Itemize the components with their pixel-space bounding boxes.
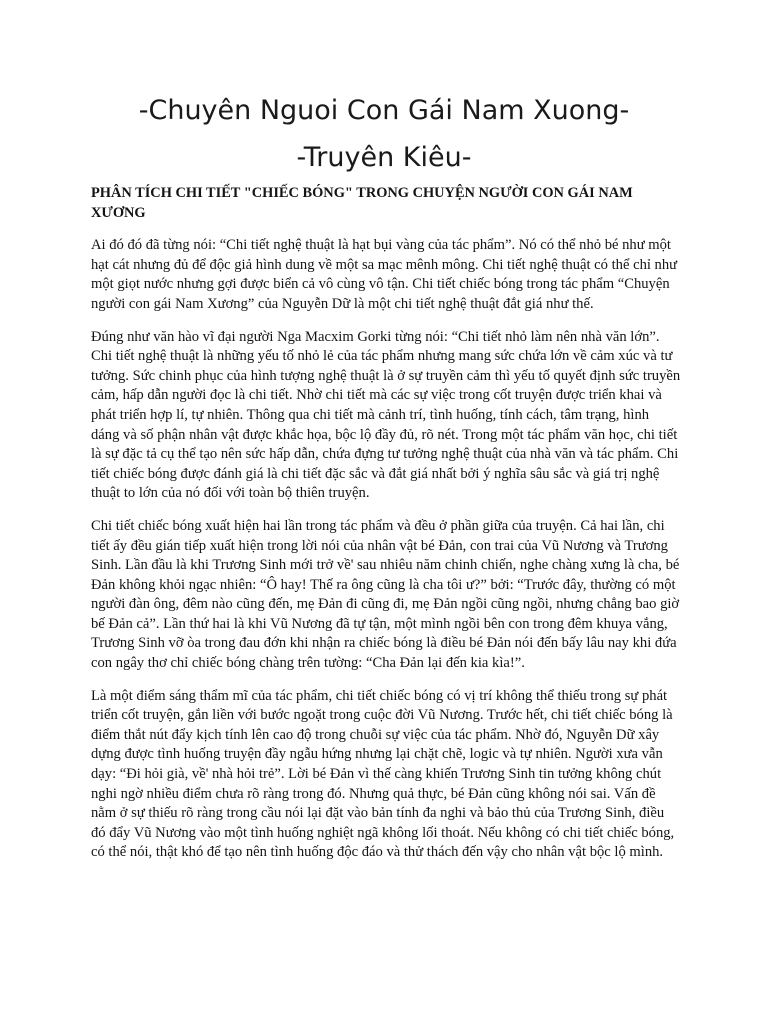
document-body — [91, 184, 681, 876]
document-title: -Chuyên Nguoi Con Gái Nam Xuong- — [138, 95, 630, 126]
section-heading: PHÂN TÍCH CHI TIẾT "CHIẾC BÓNG" TRONG CHUYỆN NGƯỜI CON GÁI NAM XƯƠNG — [91, 185, 633, 221]
paragraph-appearance: Chi tiết chiếc bóng xuất hiện hai lần trong tác phẩm và đều ở phần giữa của truyện. Cả hai lần, chi tiết ấy đều gián tiếp xuất hiện trong lời nói của nhân vật bé Đản, con trai của Vũ Nương và Trương Sinh. Lần đầu là khi Trương Sinh mới trở về' sau nhiêu năm chinh chiến, nghe chàng xưng là cha, bé Đản không khỏi ngạc nhiên: “Ô hay! Thế ra ông cũng là cha tôi ư?” bởi: “Trước đây, thường có một người đàn ông, đêm nào cũng đến, mẹ Đản đi cũng đi, mẹ Đản ngồi cũng ngồi, nhưng chẳng bao giờ bế Đản cả”. Lần thứ hai là khi Vũ Nương đã tự tận, một mình ngồi bên con trong đêm khuya vắng, Trương Sinh vỡ òa trong đau đớn khi nhận ra chiếc bóng là điều bé Đản nói đến bấy lâu nay khi đứa con ngây thơ chỉ chiếc bóng chàng trên tường: “Cha Đản lại đến kia kìa!”. — [91, 517, 680, 672]
paragraph-gorki: Đúng như văn hào vĩ đại người Nga Macxim Gorki từng nói: “Chi tiết nhỏ làm nên nhà văn lớn”. Chi tiết nghệ thuật là những yếu tố nhỏ lẻ của tác phẩm nhưng mang sức chứa lớn về cảm xúc và tư tưởng. Sức chinh phục của hình tượng nghệ thuật là ở sự truyền cảm thì yếu tố quyết định sức truyền cảm, hấp dẫn người đọc là chi tiết. Nhờ chi tiết mà các sự việc trong cốt truyện được triển khai và phát triển hợp lí, tự nhiên. Thông qua chi tiết mà cảnh trí, tình huống, tính cách, tâm trạng, hình dáng và số phận nhân vật được khắc họa, bộc lộ đầy đủ, rõ nét. Trong một tác phẩm văn học, chi tiết là sự đặc tả cụ thể tạo nên sức hấp dẫn, chứa đựng tư tưởng nghệ thuật của nhà văn và tác phẩm. Chi tiết chiếc bóng được đánh giá là chi tiết đặc sắc và đắt giá nhất bởi ý nghĩa sâu sắc và giá trị nghệ thuật to lớn của nó đối với toàn bộ thiên truyện. — [91, 328, 681, 502]
paragraph-intro: Ai đó đó đã từng nói: “Chi tiết nghệ thuật là hạt bụi vàng của tác phẩm”. Nó có thể nhỏ bé như một hạt cát nhưng đủ để độc giả hình dung về một sa mạc mênh mông. Chi tiết nghệ thuật có thể chỉ như một giọt nước nhưng gợi được biển cả vô cùng vô tận. Chi tiết chiếc bóng trong tác phẩm “Chuyện người con gái Nam Xương” của Nguyễn Dữ là một chi tiết nghệ thuật đắt giá như thế. — [91, 237, 678, 312]
paragraph-significance: Là một điểm sáng thẩm mĩ của tác phẩm, chi tiết chiếc bóng có vị trí không thể thiếu trong sự phát triển cốt truyện, gắn liền với bước ngoặt trong cuộc đời Vũ Nương. Trước hết, chi tiết chiếc bóng là điểm thắt nút đẩy kịch tính lên cao độ trong chuỗi sự việc của tác phẩm. Nhờ đó, Nguyễn Dữ xây dựng được tình huống truyện đầy ngẫu hứng nhưng lại chặt chẽ, logic và tự nhiên. Người xưa vẫn dạy: “Đi hỏi già, về' nhà hỏi trẻ”. Lời bé Đản vì thế càng khiến Trương Sinh tin tưởng không chút nghi ngờ nhiều điểm chưa rõ ràng trong đó. Nhưng quả thực, bé Đản cũng không nói sai. Vấn đề nằm ở sự thiếu rõ ràng trong cầu nói lại đặt vào bản tính đa nghi và bảo thủ của Trương Sinh, điều đó đẩy Vũ Nương vào một tình huống nghiệt ngã không lối thoát. Nếu không có chi tiết chiếc bóng, có thể nói, thật khó để tạo nên tình huống độc đáo và thử thách đến vậy cho nhân vật bộc lộ mình. — [91, 687, 675, 861]
document-subtitle: -Truyên Kiêu- — [296, 142, 472, 173]
